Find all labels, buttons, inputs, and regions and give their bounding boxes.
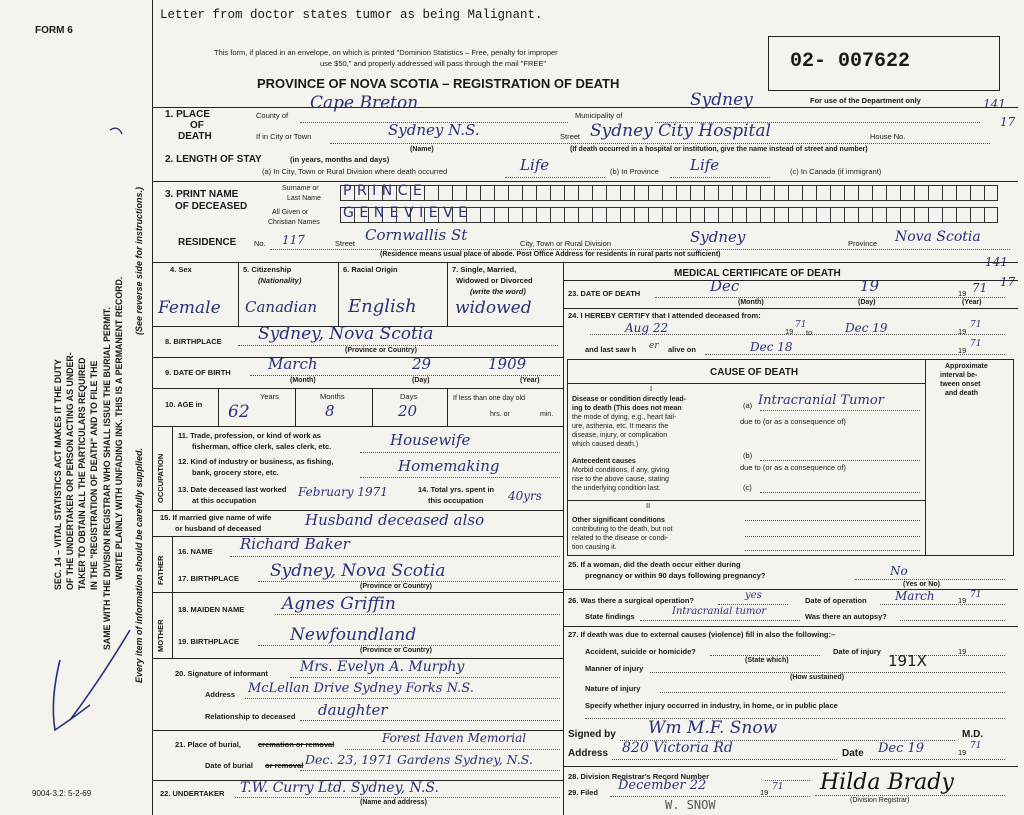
part-one-label: I <box>650 384 653 393</box>
doctor-address-label: Address <box>568 748 609 759</box>
signed-by-label: Signed by <box>568 729 616 740</box>
hospital-hint: (If death occurred in a hospital or institution, give the name instead of street and number) <box>570 146 868 153</box>
death-year-prefix: 19 <box>958 289 967 298</box>
age-years-value: 62 <box>228 402 250 422</box>
rule <box>372 388 373 426</box>
municipality-value: Sydney <box>690 90 753 110</box>
medical-heading: MEDICAL CERTIFICATE OF DEATH <box>674 268 841 279</box>
interval-label-4: and death <box>945 390 979 397</box>
attended-from-prefix: 19 <box>785 327 794 336</box>
department-use-label: For use of the Department only <box>810 96 921 105</box>
cause-a-value: Intracranial Tumor <box>758 393 884 408</box>
department-code: 17 <box>1000 115 1016 129</box>
dob-month-value: March <box>268 355 318 373</box>
industry-line <box>360 477 560 478</box>
death-month-hint: (Month) <box>738 299 764 306</box>
mother-birthplace-line <box>258 645 560 646</box>
certify-label: 24. I HEREBY CERTIFY that I attended deceased from: <box>568 311 761 320</box>
rule <box>172 536 173 592</box>
last-alive-value: Dec 18 <box>750 340 793 354</box>
operation-year-value: 71 <box>970 590 982 600</box>
father-birthplace-value: Sydney, Nova Scotia <box>270 561 446 581</box>
nature-line <box>660 692 1005 693</box>
statute-line-2: OF THE UNDERTAKER OR PERSON ACTING AS UNDER- <box>65 352 75 590</box>
last-alive-year: 71 <box>970 339 982 349</box>
undertaker-label: 22. UNDERTAKER <box>160 789 225 798</box>
column-divider <box>563 262 564 815</box>
pen-mark <box>110 128 122 134</box>
rule <box>563 308 1018 309</box>
industry-label-2: bank, grocery store, etc. <box>192 468 279 477</box>
antecedent-label-4: the underlying condition last. <box>572 485 661 492</box>
antecedent-label-2: Morbid conditions, if any, giving <box>572 467 670 474</box>
left-margin-line <box>152 0 153 815</box>
mother-side-label: MOTHER <box>156 619 165 652</box>
cause-b-line <box>760 460 920 461</box>
informant-address-value: McLellan Drive Sydney Forks N.S. <box>248 681 474 696</box>
reverse-side-instruction: (See reverse side for instructions.) <box>134 186 144 335</box>
yes-no-hint: (Yes or No) <box>903 581 940 588</box>
rule <box>238 262 239 326</box>
attended-from-value: Aug 22 <box>625 321 669 335</box>
pen-mark <box>70 630 130 720</box>
department-code: 141 <box>985 255 1008 269</box>
birthplace-label: 8. BIRTHPLACE <box>165 337 222 346</box>
pregnancy-label-2: pregnancy or within 90 days following pregnancy? <box>585 571 766 580</box>
place-label: 1. PLACE <box>165 109 211 120</box>
racial-origin-value: English <box>348 296 417 317</box>
disease-label-6: which caused death.) <box>572 441 639 448</box>
burial-date-line <box>300 770 560 771</box>
manner-line <box>650 672 1005 673</box>
antecedent-label-3: rise to the above cause, stating <box>572 476 669 483</box>
ink-instruction: WRITE PLAINLY WITH UNFADING INK. THIS IS A PERMANENT RECORD. <box>114 276 124 580</box>
informant-value: Mrs. Evelyn A. Murphy <box>300 659 465 675</box>
father-side-label: FATHER <box>156 555 165 585</box>
birthplace-hint: (Province or Country) <box>345 347 417 354</box>
last-worked-label-1: 13. Date deceased last worked <box>178 485 287 494</box>
rule <box>153 592 563 593</box>
cause-c-line <box>760 492 920 493</box>
rule <box>925 359 926 556</box>
city-town-rural-label: City, Town or Rural Division <box>520 239 611 248</box>
of-deceased-label: OF DECEASED <box>175 201 248 212</box>
pregnancy-value: No <box>890 564 908 578</box>
injury-date-label: Date of injury <box>833 647 881 656</box>
state-findings-label: State findings <box>585 612 635 621</box>
county-value: Cape Breton <box>310 93 419 113</box>
rule <box>153 181 1018 182</box>
mother-birthplace-label: 19. BIRTHPLACE <box>178 637 239 646</box>
years-label: Years <box>260 392 279 401</box>
form-number: FORM 6 <box>35 25 73 36</box>
envelope-note-1: This form, if placed in an envelope, on which is printed "Dominion Statistics – Free, penalty for improper <box>214 48 558 57</box>
last-worked-label-2: at this occupation <box>192 496 257 505</box>
statute-line-1: SEC. 14 – VITAL STATISTICS ACT MAKES IT THE DUTY <box>53 359 63 590</box>
nature-label: Nature of injury <box>585 684 641 693</box>
surname-boxes <box>340 185 998 201</box>
accident-label: Accident, suicide or homicide? <box>585 647 696 656</box>
other-label-2: contributing to the death, but not <box>572 526 673 533</box>
death-label: DEATH <box>178 131 212 142</box>
cause-b-label: (b) <box>743 451 753 460</box>
residence-no-value: 117 <box>282 233 305 247</box>
father-birthplace-hint: (Province or Country) <box>360 583 432 590</box>
stay-province-value: Life <box>690 156 720 174</box>
rule <box>172 426 173 510</box>
registrar-line <box>815 795 1005 796</box>
state-findings-line <box>640 620 800 621</box>
rule <box>563 280 1018 281</box>
county-label: County of <box>256 111 289 120</box>
in-city-label: (a) In City, Town or Rural Division where death occurred <box>262 167 448 176</box>
age-label: 10. AGE in <box>165 400 203 409</box>
other-label-1: Other significant conditions <box>572 517 665 524</box>
in-province-label: (b) In Province <box>610 167 659 176</box>
less-than-day-label: If less than one day old <box>453 395 525 402</box>
relationship-value: daughter <box>318 701 388 719</box>
operation-date-label: Date of operation <box>805 596 867 605</box>
interval-label-3: tween onset <box>940 381 981 388</box>
residence-line <box>270 249 1010 250</box>
external-causes-label: 27. If death was due to external causes (violence) fill in also the following:– <box>568 630 836 639</box>
snow-note: W. SNOW <box>665 798 716 812</box>
cremation-struck-label: cremation or removal <box>258 740 335 749</box>
doctor-address-value: 820 Victoria Rd <box>622 740 733 756</box>
age-months-value: 8 <box>325 402 335 420</box>
filed-line <box>610 796 810 797</box>
rule <box>153 262 1018 263</box>
alive-on-label: alive on <box>668 345 696 354</box>
print-name-label: 3. PRINT NAME <box>165 189 239 200</box>
pregnancy-label-1: 25. If a woman, did the death occur either during <box>568 560 741 569</box>
sign-date-value: Dec 19 <box>878 741 925 756</box>
md-label: M.D. <box>962 729 984 740</box>
mother-maiden-label: 18. MAIDEN NAME <box>178 605 245 614</box>
rule <box>338 262 339 326</box>
rule <box>218 388 219 426</box>
citizenship-value: Canadian <box>245 298 318 316</box>
department-code: 141 <box>983 97 1006 111</box>
antecedent-label-1: Antecedent causes <box>572 458 636 465</box>
cause-c-label: (c) <box>743 483 752 492</box>
rule <box>172 592 173 658</box>
municipality-label: Municipality of <box>575 111 623 120</box>
undertaker-value: T.W. Curry Ltd. Sydney, N.S. <box>240 780 439 796</box>
in-city-line <box>505 177 605 178</box>
death-year-hint: (Year) <box>962 299 982 306</box>
injury-code-value: 191X <box>888 652 927 670</box>
city-value: Sydney N.S. <box>388 121 480 139</box>
house-no-label: House No. <box>870 132 906 141</box>
registration-number: 02- 007622 <box>790 50 911 73</box>
last-alive-prefix: 19 <box>958 346 967 355</box>
father-birthplace-line <box>258 581 560 582</box>
disease-label-2: ing to death (This does not mean <box>572 405 682 412</box>
surgery-label: 26. Was there a surgical operation? <box>568 596 695 605</box>
year-hint: (Year) <box>520 377 540 384</box>
surgery-line <box>718 604 788 605</box>
surname-value: PRINCE <box>343 183 428 199</box>
occupation-side-label: OCCUPATION <box>156 453 165 503</box>
print-code: 9004-3.2: 5-2-69 <box>32 789 92 798</box>
department-code: 17 <box>1000 275 1016 289</box>
dob-label: 9. DATE OF BIRTH <box>165 368 231 377</box>
trade-line <box>360 452 560 453</box>
sign-year-value: 71 <box>970 741 982 751</box>
burial-place-value: Forest Haven Memorial <box>382 731 527 745</box>
interval-label-2: interval be- <box>940 372 978 379</box>
findings-value: Intracranial tumor <box>672 606 767 617</box>
father-name-value: Richard Baker <box>240 535 350 553</box>
trade-label-2: fisherman, office clerk, sales clerk, etc. <box>192 442 332 451</box>
rule <box>563 626 1018 627</box>
burial-date-label: Date of burial <box>205 761 253 770</box>
industry-label-1: 12. Kind of industry or business, as fishing, <box>178 457 334 466</box>
informant-address-line <box>245 698 560 699</box>
length-of-stay-label: 2. LENGTH OF STAY <box>165 154 262 165</box>
birthplace-value: Sydney, Nova Scotia <box>258 324 434 344</box>
name-hint: (Name) <box>410 146 434 153</box>
filed-year-prefix: 19 <box>760 788 769 797</box>
total-yrs-label-1: 14. Total yrs. spent in <box>418 485 495 494</box>
specify-label: Specify whether injury occurred in industry, in home, or in public place <box>585 701 838 710</box>
date-of-death-label: 23. DATE OF DEATH <box>568 289 641 298</box>
typed-note: Letter from doctor states tumor as being Malignant. <box>160 8 543 22</box>
hospital-value: Sydney City Hospital <box>590 121 771 141</box>
min-label: min. <box>540 411 554 418</box>
nationality-label: (Nationality) <box>258 276 302 285</box>
death-day-hint: (Day) <box>858 299 876 306</box>
sign-year-prefix: 19 <box>958 748 967 757</box>
marital-value: widowed <box>455 298 532 318</box>
trade-label-1: 11. Trade, profession, or kind of work as <box>178 431 321 440</box>
father-birthplace-label: 17. BIRTHPLACE <box>178 574 239 583</box>
rule <box>447 388 448 426</box>
death-year-value: 71 <box>972 281 988 295</box>
removal-struck-label: or removal <box>265 761 304 770</box>
dob-line <box>250 375 560 376</box>
other-line-1 <box>745 520 920 521</box>
sign-date-label: Date <box>842 748 864 759</box>
manner-label: Manner of injury <box>585 664 644 673</box>
mother-maiden-line <box>275 614 560 615</box>
residence-label: RESIDENCE <box>178 237 237 248</box>
of-label: OF <box>190 120 204 131</box>
burial-place-line <box>345 749 560 750</box>
sex-value: Female <box>158 298 221 318</box>
city-line <box>330 143 990 144</box>
industry-value: Homemaking <box>398 457 500 475</box>
age-days-value: 20 <box>398 402 418 420</box>
interval-label-1: Approximate <box>945 363 988 370</box>
undertaker-line <box>235 797 560 798</box>
informant-line <box>290 677 560 678</box>
citizenship-label: 5. Citizenship <box>243 265 292 274</box>
statute-line-3: TAKER TO OBTAIN ALL THE PARTICULARS REQUIRED <box>77 357 87 590</box>
informant-address-label: Address <box>205 690 236 699</box>
rule <box>447 262 448 326</box>
disease-label-4: ure, asthenia, etc. It means the <box>572 423 669 430</box>
street-label: Street <box>560 132 581 141</box>
to-label: to <box>806 328 813 337</box>
marital-label-2: Widowed or Divorced <box>456 276 533 285</box>
rule <box>295 388 296 426</box>
state-which-hint: (State which) <box>745 657 789 664</box>
pen-mark <box>53 660 90 730</box>
months-label: Months <box>320 392 345 401</box>
disease-label-1: Disease or condition directly lead- <box>572 396 686 403</box>
residence-street-value: Cornwallis St <box>365 226 468 244</box>
informant-label: 20. Signature of informant <box>175 669 268 678</box>
last-saw-label: and last saw h <box>585 345 637 354</box>
dob-year-value: 1909 <box>488 355 527 373</box>
mother-maiden-value: Agnes Griffin <box>282 594 396 614</box>
days-label: Days <box>400 392 418 401</box>
spouse-label-1: 15. If married give name of wife <box>160 513 272 522</box>
residence-hint: (Residence means usual place of abode. Post Office Address for residents in rural parts not sufficient) <box>380 251 721 258</box>
filed-label: 29. Filed <box>568 788 599 797</box>
rule <box>153 107 1018 108</box>
autopsy-label: Was there an autopsy? <box>805 612 887 621</box>
operation-date-value: March <box>895 589 935 603</box>
total-yrs-label-2: this occupation <box>428 496 484 505</box>
given-names-label: All Given or <box>272 209 309 216</box>
attended-to-value: Dec 19 <box>845 321 888 335</box>
surgery-value: yes <box>745 590 762 601</box>
sex-label: 4. Sex <box>170 265 192 274</box>
envelope-note-2: use $50," and properly addressed will pass through the mail "FREE" <box>320 59 547 68</box>
attended-to-year: 71 <box>970 320 982 330</box>
residence-no-label: No. <box>254 239 266 248</box>
rule <box>567 500 925 501</box>
rule <box>153 426 563 427</box>
rule <box>563 589 1018 590</box>
mother-birthplace-value: Newfoundland <box>290 625 417 645</box>
total-yrs-value: 40yrs <box>508 489 542 503</box>
registrar-record-line <box>765 780 810 781</box>
operation-year-prefix: 19 <box>958 596 967 605</box>
residence-province-value: Nova Scotia <box>895 229 981 245</box>
sign-date-line <box>870 759 1005 760</box>
death-month-value: Dec <box>710 277 740 295</box>
given-names-value: GENEVIEVE <box>343 205 473 221</box>
registrar-signature: Hilda Brady <box>820 770 954 795</box>
province-label: Province <box>848 239 878 248</box>
father-name-line <box>230 556 560 557</box>
dob-day-value: 29 <box>412 355 432 373</box>
spouse-label-2: or husband of deceased <box>175 524 262 533</box>
doctor-address-line <box>612 759 837 760</box>
attended-to-prefix: 19 <box>958 327 967 336</box>
injury-year-prefix: 19 <box>958 647 967 656</box>
pregnancy-line <box>855 579 1005 580</box>
rule <box>153 536 563 537</box>
surname-label: Surname or <box>282 185 319 192</box>
last-worked-value: February 1971 <box>298 485 388 499</box>
mother-birthplace-hint: (Province or Country) <box>360 647 432 654</box>
filed-year-value: 71 <box>772 782 784 792</box>
in-province-line <box>670 177 770 178</box>
month-hint: (Month) <box>290 377 316 384</box>
length-hint: (in years, months and days) <box>290 155 390 164</box>
date-of-death-line <box>655 297 1005 298</box>
division-registrar-hint: (Division Registrar) <box>850 797 910 804</box>
attended-from-year: 71 <box>795 320 807 330</box>
stay-city-value: Life <box>520 156 550 174</box>
burial-place-label: 21. Place of burial, <box>175 740 241 749</box>
residence-city-value: Sydney <box>690 228 746 246</box>
form-title: PROVINCE OF NOVA SCOTIA – REGISTRATION OF DEATH <box>257 76 620 91</box>
marital-label-1: 7. Single, Married, <box>452 265 517 274</box>
how-sustained-hint: (How sustained) <box>790 674 845 681</box>
signed-by-value: Wm M.F. Snow <box>648 718 778 738</box>
day-hint: (Day) <box>412 377 430 384</box>
other-label-4: tion causing it. <box>572 544 617 551</box>
statute-line-4: IN THE "REGISTRATION OF DEATH" AND TO FILE THE <box>89 360 99 590</box>
residence-street-label: Street <box>335 239 356 248</box>
father-name-label: 16. NAME <box>178 547 213 556</box>
autopsy-line <box>900 620 1005 621</box>
cause-heading: CAUSE OF DEATH <box>710 367 799 378</box>
cause-a-line <box>760 410 920 411</box>
due-to-label-1: due to (or as a consequence of) <box>740 417 846 426</box>
death-day-value: 19 <box>860 277 880 295</box>
cause-a-label: (a) <box>743 401 753 410</box>
relationship-label: Relationship to deceased <box>205 712 296 721</box>
relationship-line <box>300 720 560 721</box>
registrar-record-label: 28. Division Registrar's Record Number <box>568 772 709 781</box>
operation-date-line <box>880 604 1005 605</box>
hrs-label: hrs. or <box>490 411 510 418</box>
accident-line <box>710 655 820 656</box>
burial-date-value: Dec. 23, 1971 Gardens Sydney, N.S. <box>305 752 533 767</box>
other-line-2 <box>745 536 920 537</box>
handwritten-marks <box>30 120 140 740</box>
racial-origin-label: 6. Racial Origin <box>343 265 398 274</box>
last-name-label: Last Name <box>287 195 321 202</box>
marital-label-3: (write the word) <box>470 287 526 296</box>
disease-label-5: disease, injury, or complication <box>572 432 668 439</box>
rule <box>153 388 563 389</box>
rule <box>567 383 925 384</box>
rule <box>563 766 1018 767</box>
last-saw-suffix: er <box>649 341 659 351</box>
other-label-3: related to the disease or condi- <box>572 535 669 542</box>
every-item-instruction: Every item of information should be carefully supplied. <box>134 447 144 683</box>
christian-names-label: Christian Names <box>268 219 320 226</box>
trade-value: Housewife <box>390 431 471 449</box>
due-to-label-2: due to (or as a consequence of) <box>740 463 846 472</box>
filed-value: December 22 <box>618 778 707 793</box>
birthplace-line <box>238 345 558 346</box>
statute-line-5: SAME WITH THE DIVISION REGISTRAR WHO SHALL ISSUE THE BURIAL PERMIT. <box>102 307 112 650</box>
in-canada-label: (c) In Canada (if immigrant) <box>790 167 882 176</box>
other-line-3 <box>745 550 920 551</box>
spouse-value: Husband deceased also <box>305 511 485 529</box>
disease-label-3: the mode of dying, e.g., heart fail- <box>572 414 677 421</box>
city-label: If in City or Town <box>256 132 312 141</box>
part-two-label: II <box>646 501 651 510</box>
undertaker-hint: (Name and address) <box>360 799 427 806</box>
